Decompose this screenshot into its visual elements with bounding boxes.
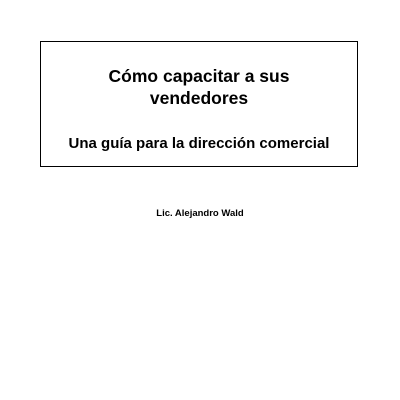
document-title-line-1: Cómo capacitar a sus <box>108 66 290 86</box>
document-title-line-2: vendedores <box>149 88 249 108</box>
title-box <box>40 41 358 167</box>
document-author: Lic. Alejandro Wald <box>156 208 244 219</box>
document-subtitle: Una guía para la dirección comercial <box>68 135 330 152</box>
